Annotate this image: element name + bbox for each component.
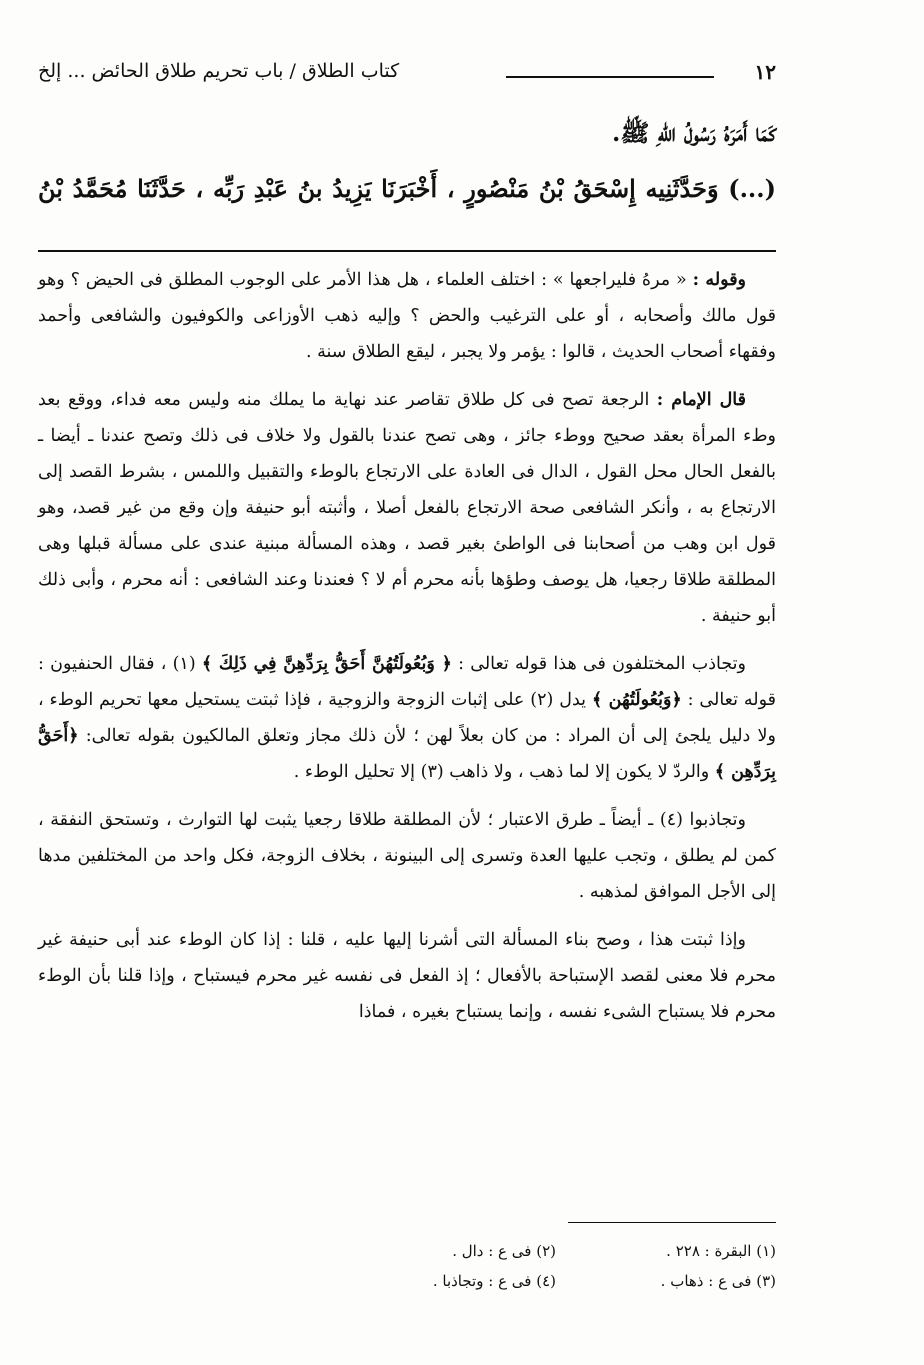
running-header: [38, 52, 776, 96]
paragraph-lead: قال الإمام :: [656, 390, 746, 410]
paragraph: [38, 262, 776, 370]
footnote: (٤) فى ع : وتجاذبا .: [432, 1272, 556, 1290]
paragraph-text: يدل (٢) على إثبات الزوجة والزوجية ، فإذا ثبتت يستحيل معها تحريم الوطء ، ولا دليل يلجئ إلى أن المراد : من كان بعلاً لهن ؛ لأن ذلك مجاز وتعلق المالكيون بقوله تعالى:: [38, 690, 776, 746]
paragraph-text: وتجاذبوا (٤) ـ أيضاً ـ طرق الاعتبار ؛ لأن المطلقة طلاقا رجعيا يثبت لها التوارث ، وتستحق النفقة ، كمن لم يطلق ، وتجب عليها العدة وتسرى إلى البينونة ، بخلاف الزوجة، فكل واحد من المختلفين مدها إلى الأجل الموافق لمذهبه .: [38, 810, 776, 902]
quran-quote: ﴿أَحَقُّ بِرَدِّهِن ﴾: [38, 726, 776, 782]
book-page: [38, 52, 776, 1342]
running-title: كتاب الطلاق / باب تحريم طلاق الحائض ... إلخ: [38, 60, 400, 82]
footnote-row: [336, 1266, 776, 1296]
footnote: (١) البقرة : ٢٢٨ .: [666, 1242, 776, 1260]
page-number: ١٢: [754, 60, 776, 84]
hadith-line-2: (...) وَحَدَّثَنِيه إِسْحَقُ بْنُ مَنْصُورٍ ، أَخْبَرَنَا يَزِيدُ بنُ عَبْدِ رَبِّه ، حَدَّثَنَا مُحَمَّدُ بْنُ: [38, 174, 776, 203]
paragraph: [38, 382, 776, 634]
quran-quote: ﴿ وَبُعُولَتُهُنَّ أَحَقُّ بِرَدِّهِنَّ فِي ذَلِكَ ﴾: [201, 654, 452, 674]
footnote-rule: [568, 1222, 776, 1223]
paragraph-lead: وقوله :: [692, 270, 747, 290]
paragraph-text: (١) ، فقال الحنفيون : قوله تعالى :: [38, 654, 776, 710]
text-separator: [38, 250, 776, 252]
footnotes: [336, 1236, 776, 1296]
paragraph-text: الرجعة تصح فى كل طلاق تقاصر عند نهاية ما يملك منه وليس معه فداء، ووقع بعد وطء المرأة بعقد صحيح ووطء جائز ، وهى تصح عندنا بالقول ولا خلاف فى ذلك وتصح عندنا ـ أيضا ـ بالفعل الحال محل القول ، الدال فى العادة على الارتجاع بالوطء والتقبيل واللمس ، بشرط القصد إلى الارتجاع به ، وأنكر الشافعى صحة الارتجاع بالفعل أصلا ، وأثبته أبو حنيفة وإن وقع من غير قصد، وهو قول ابن وهب من أصحابنا فى الواطئ بغير قصد ، وهذه المسألة مبنية عندى على مسألة قبلها وهى المطلقة طلاقا رجعيا، هل يوصف وطؤها بأنه محرم أم لا ؟ فعندنا وعند الشافعى : أنه محرم ، وأبى ذلك أبو حنيفة .: [38, 390, 776, 626]
header-rule: [506, 76, 714, 78]
paragraph-text: والردّ لا يكون إلا لما ذهب ، ولا ذاهب (٣) إلا تحليل الوطء .: [293, 762, 715, 782]
paragraph-text: وإذا ثبتت هذا ، وصح بناء المسألة التى أشرنا إليها عليه ، قلنا : إذا كان الوطء عند أبى حنيفة غير محرم فلا معنى لقصد الإستباحة بالأفعال ؛ إذ الفعل فى نفسه غير محرم فيستباح ، وإذا قلنا بأن الوطء محرم فلا يستباح الشىء نفسه ، وإنما يستباح بغيره ، فماذا: [38, 930, 776, 1022]
footnote: (٣) فى ع : ذهاب .: [660, 1272, 776, 1290]
paragraph: [38, 802, 776, 910]
footnote-row: [336, 1236, 776, 1266]
commentary: [38, 262, 776, 1042]
hadith-line-1: كَمَا أَمَرَهُ رَسُولُ اللهِ ﷺ.: [612, 118, 776, 147]
footnote: (٢) فى ع : دال .: [452, 1242, 556, 1260]
paragraph-text: وتجاذب المختلفون فى هذا قوله تعالى :: [451, 654, 747, 674]
paragraph: [38, 922, 776, 1030]
paragraph-text: « مرهُ فليراجعها » : اختلف العلماء ، هل هذا الأمر على الوجوب المطلق فى الحيض ؟ وهو قول مالك وأصحابه ، أو على الترغيب والحض ؟ وإليه ذهب الأوزاعى والكوفيون والشافعى وأحمد وفقهاء أصحاب الحديث ، قالوا : يؤمر ولا يجبر ، ليقع الطلاق سنة .: [38, 270, 776, 362]
quran-quote: ﴿وَبُعُولَتُهُن ﴾: [591, 690, 682, 710]
paragraph: [38, 646, 776, 790]
